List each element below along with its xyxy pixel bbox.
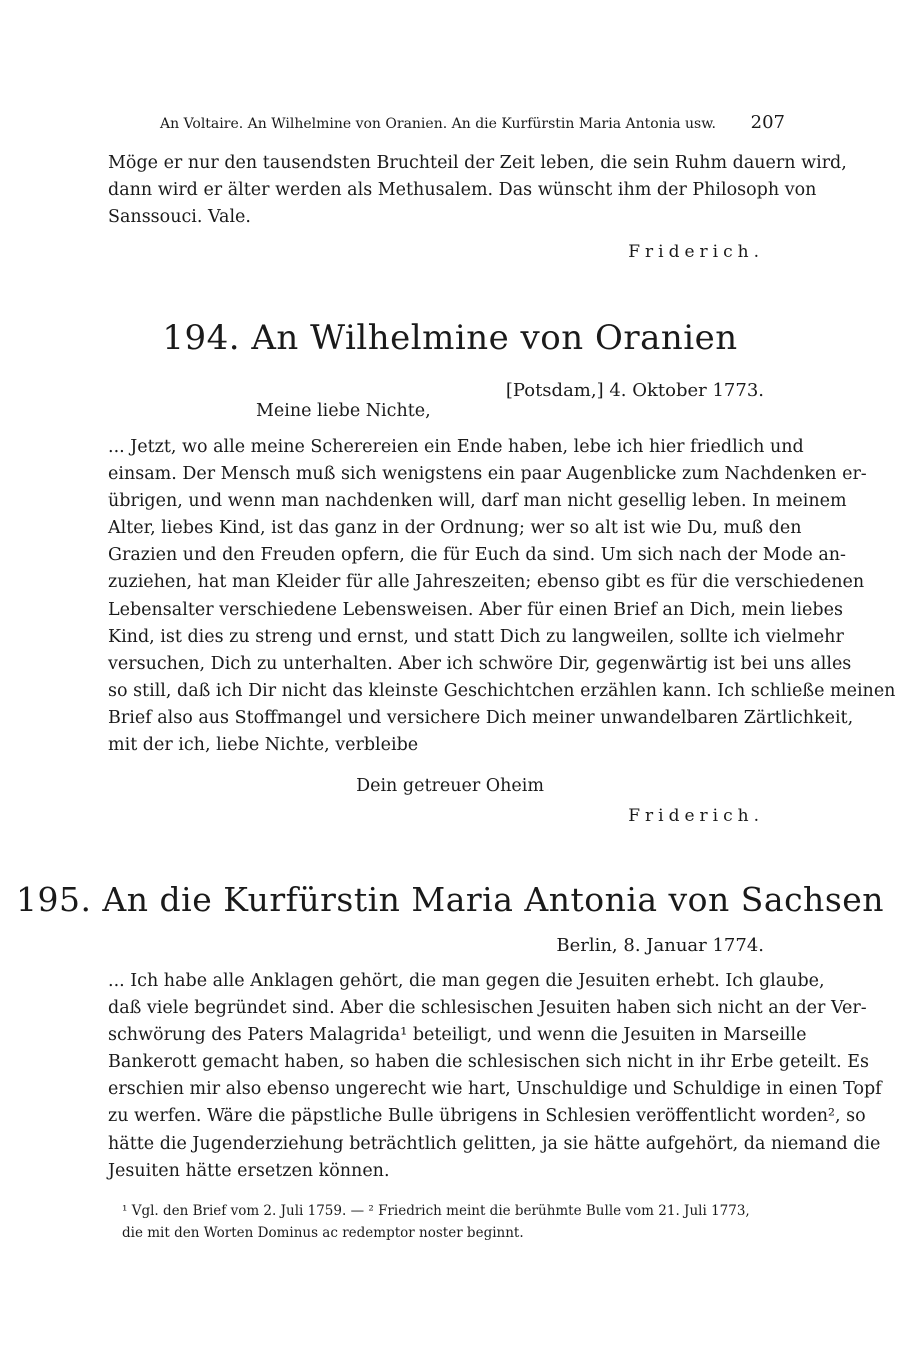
footnote-line: ¹ Vgl. den Brief vom 2. Juli 1759. — ² Friedrich meint die berühmte Bulle vom 21. Juli 1773, xyxy=(122,1203,750,1219)
text-line: Lebensalter verschiedene Lebensweisen. Aber für einen Brief an Dich, mein liebes xyxy=(108,599,843,620)
text-line: hätte die Jugenderziehung beträchtlich gelitten, ja sie hätte aufgehört, da niemand die xyxy=(108,1133,881,1154)
text-line: zuziehen, hat man Kleider für alle Jahreszeiten; ebenso gibt es für die verschiedenen xyxy=(108,572,865,593)
text-line: Sanssouci. Vale. xyxy=(108,207,251,228)
text-line: daß viele begründet sind. Aber die schlesischen Jesuiten haben sich nicht an der Ver- xyxy=(108,998,867,1019)
letter-193-closing-text xyxy=(108,150,847,231)
footnote-line: die mit den Worten Dominus ac redemptor noster beginnt. xyxy=(122,1225,524,1241)
letter-195-body xyxy=(108,968,882,1185)
letter-195-dateline: Berlin, 8. Januar 1774. xyxy=(556,935,764,956)
running-header xyxy=(160,112,785,133)
text-line: Bankerott gemacht haben, so haben die schlesischen sich nicht in ihr Erbe geteilt. Es xyxy=(108,1052,869,1073)
salutation: Meine liebe Nichte, xyxy=(256,401,431,421)
text-line: einsam. Der Mensch muß sich wenigstens ein paar Augenblicke zum Nachdenken er- xyxy=(108,464,867,485)
text-line: dann wird er älter werden als Methusalem. Das wünscht ihm der Philosoph von xyxy=(108,180,817,201)
text-line: übrigen, und wenn man nachdenken will, darf man nicht gesellig leben. In meinem xyxy=(108,491,847,512)
letter-194-body xyxy=(108,434,896,759)
text-line: Grazien und den Freuden opfern, die für Euch da sind. Um sich nach der Mode an- xyxy=(108,545,846,566)
text-line: Brief also aus Stoffmangel und versichere Dich meiner unwandelbaren Zärtlichkeit, xyxy=(108,707,854,728)
text-line: ... Jetzt, wo alle meine Scherereien ein Ende haben, lebe ich hier friedlich und xyxy=(108,437,804,457)
text-line: so still, daß ich Dir nicht das kleinste Geschichtchen erzählen kann. Ich schließe meinen xyxy=(108,680,896,701)
text-line: Alter, liebes Kind, ist das ganz in der Ordnung; wer so alt ist wie Du, muß den xyxy=(108,518,802,539)
page-number: 207 xyxy=(750,112,785,133)
running-title: An Voltaire. An Wilhelmine von Oranien. An die Kurfürstin Maria Antonia usw. xyxy=(160,116,716,132)
text-line: erschien mir also ebenso ungerecht wie hart, Unschuldige und Schuldige in einen Topf xyxy=(108,1079,882,1100)
text-line: Möge er nur den tausendsten Bruchteil der Zeit leben, die sein Ruhm dauern wird, xyxy=(108,153,847,173)
signature: Friderich. xyxy=(628,806,764,826)
text-line: schwörung des Paters Malagrida¹ beteiligt, und wenn die Jesuiten in Marseille xyxy=(108,1025,807,1046)
letter-194-dateline: [Potsdam,] 4. Oktober 1773. xyxy=(505,380,764,401)
text-line: versuchen, Dich zu unterhalten. Aber ich schwöre Dir, gegenwärtig ist bei uns alles xyxy=(108,653,852,674)
footnotes xyxy=(122,1200,802,1244)
text-line: mit der ich, liebe Nichte, verbleibe xyxy=(108,735,419,756)
signature: Friderich. xyxy=(628,242,764,262)
text-line: zu werfen. Wäre die päpstliche Bulle übrigens in Schlesien veröffentlicht worden², so xyxy=(108,1106,866,1127)
text-line: ... Ich habe alle Anklagen gehört, die man gegen die Jesuiten erhebt. Ich glaube, xyxy=(108,971,825,991)
text-line: Kind, ist dies zu streng und ernst, und statt Dich zu langweilen, sollte ich vielmehr xyxy=(108,626,844,647)
letter-194-heading: 194. An Wilhelmine von Oranien xyxy=(162,318,738,358)
closing-formula: Dein getreuer Oheim xyxy=(356,776,544,796)
letter-195-heading: 195. An die Kurfürstin Maria Antonia von Sachsen xyxy=(15,880,885,919)
text-line: Jesuiten hätte ersetzen können. xyxy=(108,1160,390,1181)
